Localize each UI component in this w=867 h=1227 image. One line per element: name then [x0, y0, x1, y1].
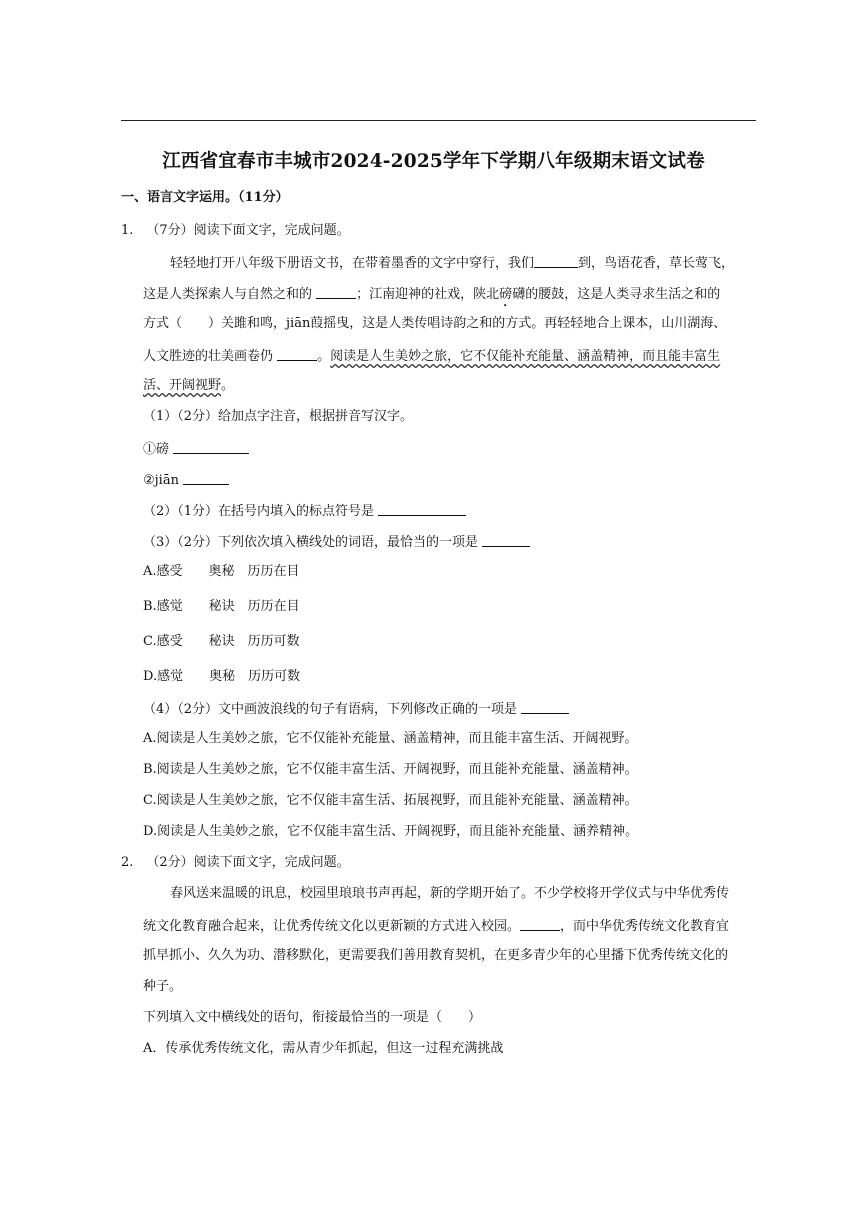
sub-question: （3）（2分）下列依次填入横线处的词语，最恰当的一项是 [143, 534, 530, 549]
sub-answer: ②jiān [143, 472, 229, 487]
answer-blank[interactable] [277, 348, 317, 361]
answer-blank[interactable] [173, 441, 249, 454]
option-item[interactable]: D.感觉 奥秘 历历可数 [143, 669, 301, 684]
answer-blank[interactable] [482, 534, 530, 547]
section-heading: 一、语言文字运用。（11分） [121, 190, 289, 205]
option-item[interactable]: A．传承优秀传统文化，需从青少年抓起，但这一过程充满挑战 [143, 1041, 504, 1056]
answer-blank[interactable] [378, 503, 466, 516]
answer-blank[interactable] [534, 255, 578, 268]
header-rule [121, 120, 756, 121]
option-item[interactable]: D.阅读是人生美妙之旅，它不仅能丰富生活、开阔视野，而且能补充能量、涵养精神。 [143, 824, 639, 839]
question-head: （7分）阅读下面文字，完成问题。 [146, 223, 350, 238]
page-title: 江西省宜春市丰城市2024-2025学年下学期八年级期末语文试卷 [162, 151, 705, 172]
dotted-character: 磅 [499, 287, 513, 302]
wavy-sentence: 活、开阔视野 [143, 378, 222, 393]
answer-blank[interactable] [316, 286, 356, 299]
option-item[interactable]: A.感受 奥秘 历历在目 [143, 564, 300, 579]
passage-line: 轻轻地打开八年级下册语文书，在带着墨香的文字中穿行，我们 到，鸟语花香，草长莺飞， [170, 256, 735, 271]
option-item[interactable]: C.阅读是人生美妙之旅，它不仅能丰富生活、拓展视野，而且能补充能量、涵盖精神。 [143, 793, 638, 808]
passage-line: 抓早抓小、久久为功、潜移默化，更需要我们善用教育契机，在更多青少年的心里播下优秀传统文化的 [143, 948, 729, 963]
passage-line: 统文化教育融合起来，让优秀传统文化以更新颖的方式进入校园。 ，而中华优秀传统文化教育宜 [143, 919, 730, 934]
answer-blank[interactable] [521, 701, 569, 714]
question-1 [121, 224, 350, 237]
option-item[interactable]: C.感受 秘诀 历历可数 [143, 634, 300, 649]
option-item[interactable]: B.感觉 秘诀 历历在目 [143, 599, 300, 614]
question-2 [121, 856, 350, 869]
sub-question: （4）（2分）文中画波浪线的句子有语病，下列修改正确的一项是 [143, 701, 569, 716]
passage-line: 活、开阔视野。 [143, 378, 235, 393]
option-item[interactable]: B.阅读是人生美妙之旅，它不仅能丰富生活、开阔视野，而且能补充能量、涵盖精神。 [143, 762, 638, 777]
sub-answer: ①磅 [143, 441, 249, 456]
wavy-sentence: 阅读是人生美妙之旅，它不仅能补充能量、涵盖精神，而且能丰富生 [330, 349, 721, 364]
passage-line: 人文胜迹的壮美画卷仍 。阅读是人生美妙之旅，它不仅能补充能量、涵盖精神，而且能丰富生 [143, 349, 721, 364]
answer-blank[interactable] [183, 472, 229, 485]
answer-blank[interactable] [520, 918, 560, 931]
question-head: （2分）阅读下面文字，完成问题。 [146, 855, 350, 870]
question-number: 1. [121, 223, 134, 238]
sub-question: 下列填入文中横线处的语句，衔接最恰当的一项是（ ） [143, 1010, 482, 1025]
sub-question: （1）（2分）给加点字注音，根据拼音写汉字。 [143, 409, 414, 424]
option-item[interactable]: A.阅读是人生美妙之旅，它不仅能补充能量、涵盖精神，而且能丰富生活、开阔视野。 [143, 731, 638, 746]
passage-line: 种子。 [143, 979, 183, 994]
passage-line: 这是人类探索人与自然之和的 ；江南迎神的社戏，陕北磅礴的腰鼓，这是人类寻求生活之和的 [143, 287, 721, 302]
passage-line: 春风送来温暖的讯息，校园里琅琅书声再起，新的学期开始了。不少学校将开学仪式与中华优秀传 [170, 886, 730, 901]
sub-question: （2）（1分）在括号内填入的标点符号是 [143, 503, 466, 518]
passage-line: 方式（ ）关雎和鸣，jiān葭摇曳，这是人类传唱诗韵之和的方式。再轻轻地合上课本，山川湖海、 [143, 316, 727, 331]
question-number: 2. [121, 855, 134, 870]
